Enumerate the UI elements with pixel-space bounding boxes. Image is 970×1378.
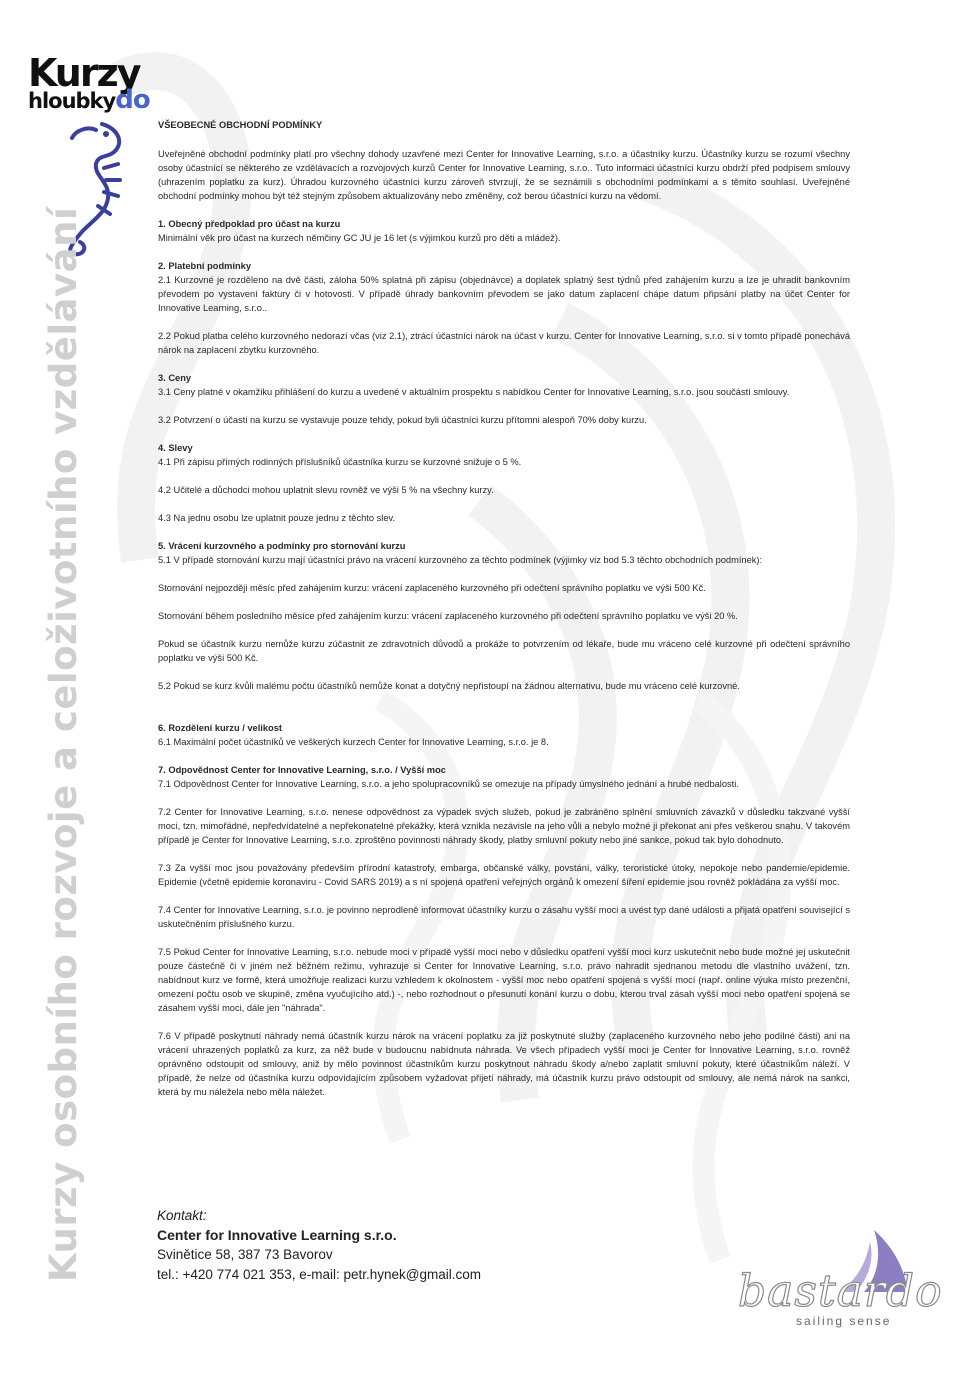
section-5-1b: Stornování během posledního měsíce před zahájením kurzu: vrácení zaplaceného kurzovného při odečtení správního poplatku ve výši 20 %. (158, 611, 738, 621)
section-2 (158, 259, 850, 315)
brand-tagline: sailing sense (796, 1314, 892, 1328)
section-1 (158, 217, 850, 245)
section-2-2: 2.2 Pokud platba celého kurzovného nedorazí včas (viz 2.1), ztrácí účastníci nárok na účast v kurzu. Center for Innovative Learning, s.r.o. si v tomto případě ponechává nárok na zaplacení zbytku kurzovného. (158, 331, 850, 355)
section-2-title: 2. Platební podmínky (158, 261, 251, 271)
section-7 (158, 763, 850, 791)
section-4-title: 4. Slevy (158, 443, 193, 453)
section-3-2: 3.2 Potvrzení o účasti na kurzu se vystavuje pouze tehdy, pokud byli účastníci kurzu přítomni alespoň 70% doby kurzu. (158, 415, 647, 425)
logo-line-2 (28, 85, 150, 115)
logo-line-2-text: hloubky (28, 89, 116, 113)
section-6-1: 6.1 Maximální počet účastníků ve veškerých kurzech Center for Innovative Learning, s.r.o. je 8. (158, 737, 549, 747)
section-5-1c: Pokud se účastník kurzu nemůže kurzu zúčastnit ze zdravotních důvodů a prokáže to potvrzením od lékaře, bude mu vráceno celé kurzovné při odečtení správního poplatku ve výši 500 Kč. (158, 639, 850, 663)
section-6 (158, 721, 850, 749)
section-1-1: Minimální věk pro účast na kurzech němčiny GC JU je 16 let (s výjimkou kurzů pro děti a mládež). (158, 233, 561, 243)
section-6-title: 6. Rozdělení kurzu / velikost (158, 723, 282, 733)
section-7-2: 7.2 Center for Innovative Learning, s.r.o. nenese odpovědnost za výpadek svých služeb, pokud je zabráněno splnění smluvních závazků v důsledku takzvané vyšší moci, tzn. mimořádné, nepředvídatelné a nepřekonatelné překážky, která vznikla nezávisle na jeho vůli a nebylo možné ji překonat ani přes veškerou snahu. V takovém případě je Center for Innovative Learning, s.r.o. zproštěno povinnosti náhrady škody, platby smluvní pokuty nebo jiné sankce, pokud tak bylo dohodnuto. (158, 807, 850, 845)
section-5-1a: Stornování nejpozději měsíc před zahájením kurzu: vrácení zaplaceného kurzovného při odečtení správního poplatku ve výši 500 Kč. (158, 583, 706, 593)
section-3-1: 3.1 Ceny platné v okamžiku přihlášení do kurzu a uvedené v aktuálním prospektu s nabídkou Center for Innovative Learning, s.r.o. jsou součástí smlouvy. (158, 387, 790, 397)
section-5 (158, 539, 850, 567)
section-4-2: 4.2 Učitelé a důchodci mohou uplatnit slevu rovněž ve výši 5 % na všechny kurzy. (158, 485, 494, 495)
section-7-4: 7.4 Center for Innovative Learning, s.r.o. je povinno neprodleně informovat účastníky kurzu o zásahu vyšší moci a uvést typ dané události a přijatá opatření související s uskutečněním příslušného kurzu. (158, 905, 850, 929)
contact-block (157, 1206, 481, 1284)
brand-name: bastardo (738, 1266, 943, 1317)
section-4-3: 4.3 Na jednu osobu lze uplatnit pouze jednu z těchto slev. (158, 513, 396, 523)
contact-address: Svinětice 58, 387 73 Bavorov (157, 1247, 333, 1262)
section-4 (158, 441, 850, 469)
section-7-3: 7.3 Za vyšší moc jsou považovány především přírodní katastrofy, embarga, občanské války, povstání, války, teroristické útoky, nepokoje nebo pandemie/epidemie. Epidemie (včetně epidemie koronaviru - Covid SARS 2019) a s ní spojená opatření veřejných orgánů k omezení šíření epidemie jsou rovněž pokládána za vyšší moc. (158, 863, 850, 887)
section-7-6: 7.6 V případě poskytnutí náhrady nemá účastník kurzu nárok na vrácení poplatku za již poskytnuté služby (zaplaceného kurzovného nebo jeho podílné části) ani na vrácení uhrazených poplatků za kurz, za něž bude v budoucnu nabídnuta náhrada. Ve všech případech vyšší moci je Center for Innovative Learning, s.r.o. rovněž oprávněno odstoupit od smlouvy, aniž by mělo povinnost účastníkům kurzu poskytnout náhradu škody a/nebo zaplatit smluvní pokuty, které účastníkům náleží. V případě, že nelze od účastníka kurzu odpovídajícím způsobem vyžadovat přijetí náhrady, má účastník kurzu právo odstoupit od smlouvy, ale nemá nárok na sankci, která by mu náležela nebo měla náležet. (158, 1031, 850, 1097)
spacer (158, 707, 850, 721)
logo-line-2-accent: do (115, 85, 150, 115)
section-1-title: 1. Obecný předpoklad pro účast na kurzu (158, 219, 341, 229)
document-title: VŠEOBECNÉ OBCHODNÍ PODMÍNKY (158, 120, 323, 130)
contact-company: Center for Innovative Learning s.r.o. (157, 1226, 397, 1243)
section-5-2: 5.2 Pokud se kurz kvůli malému počtu účastníků nemůže konat a dotyčný nepřistoupí na žádnou alternativu, bude mu vráceno celé kurzovné. (158, 681, 740, 691)
section-3-title: 3. Ceny (158, 373, 192, 383)
kurzy-hloubky-logo (28, 51, 150, 115)
section-4-1: 4.1 Při zápisu přímých rodinných příslušníků účastníka kurzu se kurzovné snižuje o 5 %. (158, 457, 522, 467)
section-5-1: 5.1 V případě stornování kurzu mají účastníci právo na vrácení kurzovného za těchto podmínek (výjimky viz bod 5.3 těchto obchodních podmínek): (158, 555, 763, 565)
section-7-1: 7.1 Odpovědnost Center for Innovative Learning, s.r.o. a jeho spolupracovníků se omezuje na případy úmyslného jednání a hrubé nedbalosti. (158, 779, 739, 789)
section-7-5: 7.5 Pokud Center for Innovative Learning, s.r.o. nebude moci v případě vyšší moci nebo v důsledku opatření vyšší moci kurz uskutečnit nebo bude možné jej uskutečnit pouze částečně či v jiném než běžném režimu, vyhrazuje si Center for Innovative Learning, s.r.o. právo nahradit sjednanou metodu dle vlastního uvážení, tzn. nabídnout kurz ve formě, která umožňuje realizaci kurzu vzhledem k okolnostem - vyšší moc nebo opatření spojená s vyšší mocí (např. online výuka místo prezenční, omezení počtu osob ve skupině, změna vyučujícího atd.) -, nebo rozhodnout o přesunutí konání kurzu o dobu, kterou trval zásah vyšší moci nebo opatření spojená se zásahem vyšší moci, dále jen "náhrada". (158, 947, 850, 1013)
section-5-title: 5. Vrácení kurzovného a podmínky pro stornování kurzu (158, 541, 406, 551)
terms-document (158, 118, 850, 1113)
section-3 (158, 371, 850, 399)
logo-line-1: Kurzy (28, 51, 140, 95)
contact-phone-email: tel.: +420 774 021 353, e-mail: petr.hynek@gmail.com (157, 1266, 482, 1282)
vertical-tagline: Kurzy osobního rozvoje a celoživotního vzdělávání (42, 206, 85, 1282)
section-7-title: 7. Odpovědnost Center for Innovative Learning, s.r.o. / Vyšší moc (158, 765, 446, 775)
section-2-1: 2.1 Kurzovné je rozděleno na dvě části, záloha 50% splatná při zápisu (objednávce) a doplatek splatný šest týdnů před zahájením kurzu a lze je uhradit bankovním převodem po vystavení faktury či v hotovosti. V případě úhrady bankovním převodem se jako datum zaplacení chápe datum připsání platby na účet Center for Innovative Learning, s.r.o.. (158, 275, 850, 313)
bastardo-logo (738, 1228, 943, 1338)
intro-paragraph: Uveřejněné obchodní podmínky platí pro všechny dohody uzavřené mezi Center for Innovative Learning, s.r.o. a účastníky kurzu. Účastníky kurzu se rozumí všechny osoby účastnící se některého ze vzdělávacích a rozvojových kurzů Center for Innovative Learning, s.r.o.. Tuto informaci účastníci kurzu obdrží před podpisem smlouvy (uhrazením poplatku za kurz). Úhradou kurzovného účastníci kurzu zároveň stvrzují, že se seznámili s obchodními podmínkami a s těmito souhlasí. Uveřejněné obchodní podmínky mohou být též stejným způsobem aktualizovány nebo změněny, což berou účastníci kurzu na vědomí. (158, 149, 850, 201)
contact-label: Kontakt: (157, 1208, 207, 1223)
